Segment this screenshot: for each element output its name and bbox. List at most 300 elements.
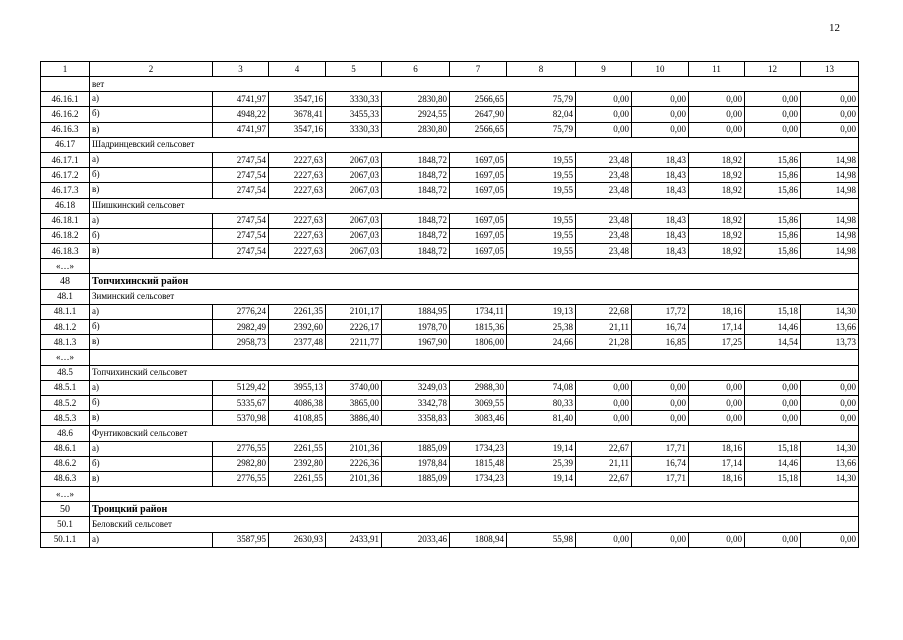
section-title: Фунтиковский сельсовет	[90, 426, 859, 441]
value-cell: 74,08	[507, 380, 576, 395]
value-cell: 0,00	[745, 122, 801, 137]
section-row	[41, 289, 859, 304]
value-cell: 2433,91	[326, 532, 382, 547]
value-cell: 3547,16	[269, 92, 326, 107]
value-cell: 2377,48	[269, 335, 326, 350]
value-cell: 14,98	[801, 152, 859, 167]
value-cell: 15,86	[745, 152, 801, 167]
value-cell: 2982,49	[213, 320, 269, 335]
value-cell: 0,00	[576, 92, 632, 107]
value-cell: 81,40	[507, 411, 576, 426]
row-code: «…»	[41, 259, 90, 274]
omission-row	[41, 259, 859, 274]
value-cell: 17,72	[632, 304, 689, 319]
value-cell: 2101,17	[326, 304, 382, 319]
value-cell: 19,55	[507, 183, 576, 198]
value-cell: 2067,03	[326, 244, 382, 259]
value-cell: 18,92	[689, 152, 745, 167]
value-cell: 1697,05	[450, 228, 507, 243]
row-subitem: в)	[90, 411, 213, 426]
value-cell: 2227,63	[269, 183, 326, 198]
value-cell: 15,18	[745, 304, 801, 319]
column-header: 8	[507, 62, 576, 77]
value-cell: 14,98	[801, 168, 859, 183]
value-cell: 2227,63	[269, 228, 326, 243]
row-code: 48.5.3	[41, 411, 90, 426]
value-cell: 18,16	[689, 471, 745, 486]
value-cell: 17,14	[689, 456, 745, 471]
value-cell: 1734,23	[450, 471, 507, 486]
row-code: 48.1.2	[41, 320, 90, 335]
value-cell: 1848,72	[382, 228, 450, 243]
value-cell: 3955,13	[269, 380, 326, 395]
table-row	[41, 107, 859, 122]
value-cell: 0,00	[576, 411, 632, 426]
table-row	[41, 244, 859, 259]
value-cell: 5129,42	[213, 380, 269, 395]
page-number: 12	[829, 22, 840, 34]
row-subitem: а)	[90, 380, 213, 395]
row-subitem: в)	[90, 335, 213, 350]
row-code: 48.1.1	[41, 304, 90, 319]
value-cell: 2747,54	[213, 152, 269, 167]
value-cell: 0,00	[801, 411, 859, 426]
value-cell: 19,55	[507, 168, 576, 183]
value-cell: 2988,30	[450, 380, 507, 395]
value-cell: 2227,63	[269, 168, 326, 183]
value-cell: 23,48	[576, 152, 632, 167]
value-cell: 16,85	[632, 335, 689, 350]
value-cell: 18,43	[632, 213, 689, 228]
value-cell: 0,00	[689, 122, 745, 137]
value-cell: 2647,90	[450, 107, 507, 122]
row-code: 46.17.1	[41, 152, 90, 167]
value-cell: 2227,63	[269, 244, 326, 259]
value-cell: 2747,54	[213, 168, 269, 183]
district-row	[41, 274, 859, 289]
section-title: Шадринцевский сельсовет	[90, 137, 859, 152]
table-row	[41, 213, 859, 228]
value-cell: 2101,36	[326, 471, 382, 486]
value-cell: 22,68	[576, 304, 632, 319]
value-cell: 2958,73	[213, 335, 269, 350]
section-row	[41, 426, 859, 441]
value-cell: 18,43	[632, 152, 689, 167]
column-header: 4	[269, 62, 326, 77]
value-cell: 2226,17	[326, 320, 382, 335]
column-header: 9	[576, 62, 632, 77]
section-row	[41, 365, 859, 380]
row-subitem: б)	[90, 168, 213, 183]
row-subitem: б)	[90, 456, 213, 471]
table-row	[41, 411, 859, 426]
value-cell: 0,00	[801, 92, 859, 107]
column-header-row	[41, 62, 859, 77]
section-title: Топчихинский сельсовет	[90, 365, 859, 380]
value-cell: 1848,72	[382, 183, 450, 198]
value-cell: 2261,35	[269, 304, 326, 319]
column-header: 5	[326, 62, 382, 77]
value-cell: 17,71	[632, 471, 689, 486]
value-cell: 2924,55	[382, 107, 450, 122]
value-cell: 0,00	[689, 411, 745, 426]
value-cell: 15,86	[745, 168, 801, 183]
value-cell: 18,92	[689, 183, 745, 198]
column-header: 11	[689, 62, 745, 77]
omission-cell	[90, 487, 859, 502]
table-row	[41, 532, 859, 547]
value-cell: 0,00	[745, 92, 801, 107]
value-cell: 3865,00	[326, 395, 382, 410]
value-cell: 16,74	[632, 456, 689, 471]
value-cell: 24,66	[507, 335, 576, 350]
row-subitem: б)	[90, 107, 213, 122]
row-code: 50.1.1	[41, 532, 90, 547]
value-cell: 15,86	[745, 244, 801, 259]
value-cell: 14,46	[745, 320, 801, 335]
value-cell: 0,00	[576, 532, 632, 547]
value-cell: 5335,67	[213, 395, 269, 410]
value-cell: 18,92	[689, 213, 745, 228]
value-cell: 14,98	[801, 244, 859, 259]
value-cell: 2776,55	[213, 441, 269, 456]
row-subitem: в)	[90, 471, 213, 486]
value-cell: 0,00	[632, 92, 689, 107]
value-cell: 22,67	[576, 441, 632, 456]
value-cell: 3358,83	[382, 411, 450, 426]
value-cell: 18,92	[689, 244, 745, 259]
value-cell: 5370,98	[213, 411, 269, 426]
value-cell: 1734,11	[450, 304, 507, 319]
value-cell: 0,00	[801, 107, 859, 122]
value-cell: 1697,05	[450, 152, 507, 167]
row-code: 48.5	[41, 365, 90, 380]
row-code: 46.16.1	[41, 92, 90, 107]
value-cell: 1734,23	[450, 441, 507, 456]
table-row	[41, 122, 859, 137]
row-code: 46.18.2	[41, 228, 90, 243]
row-subitem: в)	[90, 244, 213, 259]
section-row	[41, 137, 859, 152]
value-cell: 0,00	[632, 395, 689, 410]
value-cell: 3249,03	[382, 380, 450, 395]
value-cell: 19,14	[507, 471, 576, 486]
value-cell: 2226,36	[326, 456, 382, 471]
value-cell: 3342,78	[382, 395, 450, 410]
value-cell: 14,98	[801, 228, 859, 243]
value-cell: 0,00	[801, 395, 859, 410]
value-cell: 2067,03	[326, 228, 382, 243]
value-cell: 2776,24	[213, 304, 269, 319]
row-code: 48.1	[41, 289, 90, 304]
value-cell: 0,00	[745, 395, 801, 410]
row-subitem: а)	[90, 304, 213, 319]
value-cell: 18,92	[689, 228, 745, 243]
value-cell: 0,00	[689, 395, 745, 410]
value-cell: 3069,55	[450, 395, 507, 410]
row-code: 46.16.3	[41, 122, 90, 137]
value-cell: 1697,05	[450, 244, 507, 259]
value-cell: 19,14	[507, 441, 576, 456]
value-cell: 2830,80	[382, 122, 450, 137]
value-cell: 4948,22	[213, 107, 269, 122]
table-row	[41, 228, 859, 243]
value-cell: 23,48	[576, 183, 632, 198]
value-cell: 25,38	[507, 320, 576, 335]
value-cell: 1848,72	[382, 152, 450, 167]
table-row	[41, 92, 859, 107]
value-cell: 1815,48	[450, 456, 507, 471]
table-row	[41, 320, 859, 335]
column-header: 10	[632, 62, 689, 77]
value-cell: 19,55	[507, 228, 576, 243]
column-header: 1	[41, 62, 90, 77]
row-subitem: а)	[90, 441, 213, 456]
value-cell: 21,11	[576, 456, 632, 471]
table-row	[41, 152, 859, 167]
column-header: 13	[801, 62, 859, 77]
value-cell: 15,18	[745, 471, 801, 486]
section-title: Беловский сельсовет	[90, 517, 859, 532]
table-row	[41, 183, 859, 198]
row-code: 46.18.3	[41, 244, 90, 259]
value-cell: 0,00	[801, 380, 859, 395]
value-cell: 13,66	[801, 320, 859, 335]
omission-cell	[90, 350, 859, 365]
value-cell: 2982,80	[213, 456, 269, 471]
value-cell: 2033,46	[382, 532, 450, 547]
value-cell: 0,00	[689, 107, 745, 122]
value-cell: 1848,72	[382, 168, 450, 183]
value-cell: 1967,90	[382, 335, 450, 350]
row-code: 48.6.1	[41, 441, 90, 456]
value-cell: 18,16	[689, 304, 745, 319]
value-cell: 19,55	[507, 244, 576, 259]
value-cell: 13,66	[801, 456, 859, 471]
column-header: 3	[213, 62, 269, 77]
value-cell: 1978,84	[382, 456, 450, 471]
value-cell: 3455,33	[326, 107, 382, 122]
row-code: 48.1.3	[41, 335, 90, 350]
table-row	[41, 380, 859, 395]
value-cell: 3886,40	[326, 411, 382, 426]
value-cell: 2747,54	[213, 228, 269, 243]
value-cell: 18,43	[632, 228, 689, 243]
value-cell: 22,67	[576, 471, 632, 486]
value-cell: 0,00	[689, 532, 745, 547]
value-cell: 2566,65	[450, 92, 507, 107]
row-code: 46.18	[41, 198, 90, 213]
tariff-table	[40, 61, 859, 548]
table-row	[41, 441, 859, 456]
value-cell: 17,71	[632, 441, 689, 456]
value-cell: 3547,16	[269, 122, 326, 137]
value-cell: 2067,03	[326, 183, 382, 198]
table-row	[41, 335, 859, 350]
section-title: Шишкинский сельсовет	[90, 198, 859, 213]
column-header: 7	[450, 62, 507, 77]
section-title: Зиминский сельсовет	[90, 289, 859, 304]
row-subitem: а)	[90, 532, 213, 547]
value-cell: 4741,97	[213, 122, 269, 137]
value-cell: 14,30	[801, 304, 859, 319]
row-code: 48.6	[41, 426, 90, 441]
value-cell: 18,92	[689, 168, 745, 183]
value-cell: 15,86	[745, 183, 801, 198]
omission-row	[41, 487, 859, 502]
value-cell: 1697,05	[450, 168, 507, 183]
value-cell: 4108,85	[269, 411, 326, 426]
row-subitem: б)	[90, 228, 213, 243]
value-cell: 15,18	[745, 441, 801, 456]
row-code: 46.17.3	[41, 183, 90, 198]
value-cell: 3587,95	[213, 532, 269, 547]
value-cell: 0,00	[576, 380, 632, 395]
value-cell: 2566,65	[450, 122, 507, 137]
value-cell: 17,14	[689, 320, 745, 335]
table-body	[41, 62, 859, 548]
row-subitem: а)	[90, 92, 213, 107]
value-cell: 14,54	[745, 335, 801, 350]
value-cell: 23,48	[576, 168, 632, 183]
value-cell: 0,00	[745, 380, 801, 395]
value-cell: 0,00	[576, 395, 632, 410]
value-cell: 55,98	[507, 532, 576, 547]
row-code: 48.6.2	[41, 456, 90, 471]
section-row	[41, 517, 859, 532]
value-cell: 0,00	[745, 411, 801, 426]
section-row	[41, 198, 859, 213]
value-cell: 2261,55	[269, 471, 326, 486]
section-title: вет	[90, 77, 859, 92]
value-cell: 3740,00	[326, 380, 382, 395]
value-cell: 1885,09	[382, 471, 450, 486]
value-cell: 2392,80	[269, 456, 326, 471]
column-header: 2	[90, 62, 213, 77]
row-code: 48.5.1	[41, 380, 90, 395]
row-subitem: в)	[90, 122, 213, 137]
value-cell: 3083,46	[450, 411, 507, 426]
value-cell: 0,00	[689, 92, 745, 107]
value-cell: 1884,95	[382, 304, 450, 319]
row-code: 48.5.2	[41, 395, 90, 410]
table-row	[41, 471, 859, 486]
row-code: 46.16.2	[41, 107, 90, 122]
value-cell: 15,86	[745, 213, 801, 228]
value-cell: 15,86	[745, 228, 801, 243]
value-cell: 0,00	[632, 532, 689, 547]
value-cell: 18,43	[632, 183, 689, 198]
column-header: 12	[745, 62, 801, 77]
value-cell: 2776,55	[213, 471, 269, 486]
value-cell: 1885,09	[382, 441, 450, 456]
value-cell: 1978,70	[382, 320, 450, 335]
value-cell: 1815,36	[450, 320, 507, 335]
value-cell: 82,04	[507, 107, 576, 122]
value-cell: 75,79	[507, 122, 576, 137]
value-cell: 0,00	[576, 107, 632, 122]
value-cell: 2101,36	[326, 441, 382, 456]
value-cell: 18,43	[632, 244, 689, 259]
value-cell: 2211,77	[326, 335, 382, 350]
value-cell: 14,30	[801, 441, 859, 456]
value-cell: 3330,33	[326, 92, 382, 107]
row-code: 46.18.1	[41, 213, 90, 228]
value-cell: 14,98	[801, 213, 859, 228]
row-subitem: в)	[90, 183, 213, 198]
value-cell: 14,30	[801, 471, 859, 486]
table-row	[41, 456, 859, 471]
value-cell: 2067,03	[326, 213, 382, 228]
row-code: «…»	[41, 487, 90, 502]
value-cell: 14,98	[801, 183, 859, 198]
value-cell: 0,00	[576, 122, 632, 137]
value-cell: 16,74	[632, 320, 689, 335]
value-cell: 1697,05	[450, 183, 507, 198]
value-cell: 2067,03	[326, 152, 382, 167]
value-cell: 23,48	[576, 213, 632, 228]
value-cell: 2392,60	[269, 320, 326, 335]
value-cell: 1697,05	[450, 213, 507, 228]
row-code: 50.1	[41, 517, 90, 532]
row-code: 48.6.3	[41, 471, 90, 486]
value-cell: 4086,38	[269, 395, 326, 410]
value-cell: 23,48	[576, 244, 632, 259]
value-cell: 2630,93	[269, 532, 326, 547]
table-row	[41, 168, 859, 183]
value-cell: 1806,00	[450, 335, 507, 350]
value-cell: 0,00	[801, 122, 859, 137]
row-code: 50	[41, 502, 90, 517]
value-cell: 0,00	[745, 107, 801, 122]
table-row	[41, 395, 859, 410]
value-cell: 2747,54	[213, 213, 269, 228]
value-cell: 75,79	[507, 92, 576, 107]
row-code: «…»	[41, 350, 90, 365]
value-cell: 2830,80	[382, 92, 450, 107]
value-cell: 80,33	[507, 395, 576, 410]
value-cell: 21,11	[576, 320, 632, 335]
value-cell: 23,48	[576, 228, 632, 243]
row-subitem: б)	[90, 395, 213, 410]
row-code	[41, 77, 90, 92]
value-cell: 1808,94	[450, 532, 507, 547]
row-subitem: а)	[90, 213, 213, 228]
value-cell: 3678,41	[269, 107, 326, 122]
value-cell: 21,28	[576, 335, 632, 350]
value-cell: 25,39	[507, 456, 576, 471]
district-title: Топчихинский район	[90, 274, 859, 289]
row-code: 48	[41, 274, 90, 289]
value-cell: 1848,72	[382, 213, 450, 228]
value-cell: 1848,72	[382, 244, 450, 259]
district-title: Троицкий район	[90, 502, 859, 517]
value-cell: 2747,54	[213, 183, 269, 198]
value-cell: 2067,03	[326, 168, 382, 183]
section-row	[41, 77, 859, 92]
value-cell: 19,55	[507, 213, 576, 228]
value-cell: 0,00	[632, 107, 689, 122]
value-cell: 2227,63	[269, 152, 326, 167]
value-cell: 13,73	[801, 335, 859, 350]
value-cell: 3330,33	[326, 122, 382, 137]
value-cell: 18,16	[689, 441, 745, 456]
value-cell: 0,00	[745, 532, 801, 547]
value-cell: 19,13	[507, 304, 576, 319]
value-cell: 0,00	[689, 380, 745, 395]
value-cell: 0,00	[632, 411, 689, 426]
value-cell: 19,55	[507, 152, 576, 167]
